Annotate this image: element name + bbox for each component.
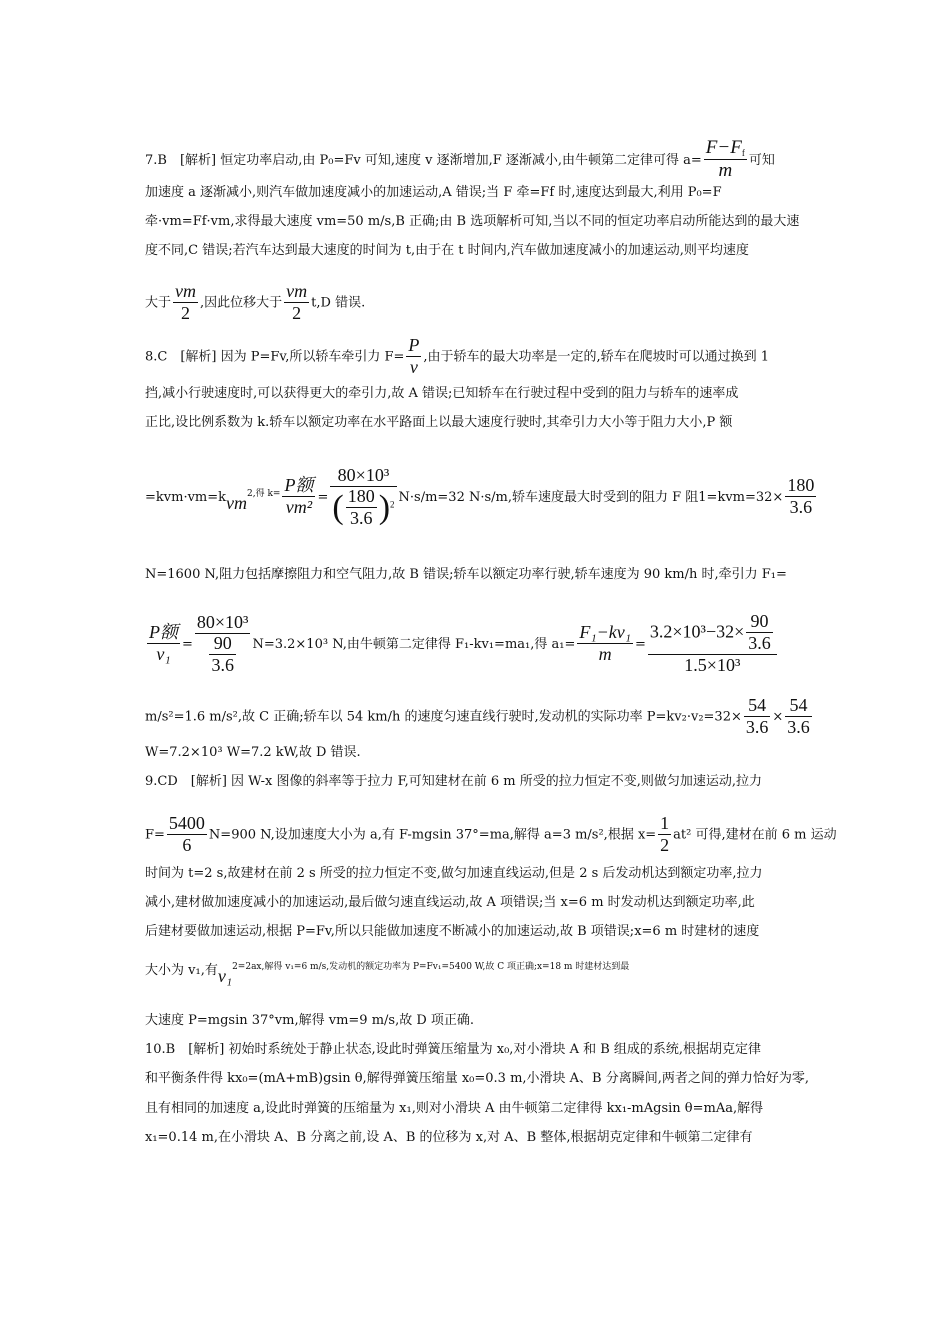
q9-line-1: 9.CD [解析] 因 W-x 图像的斜率等于拉力 F,可知建材在前 6 m 所受的拉力恒定不变,则做匀加速运动,拉力 <box>145 774 762 789</box>
q8-resistance-fraction: $\frac{180}{3.6}$ <box>787 475 815 518</box>
q9-line-7: 大速度 P=mgsin 37°vm,解得 vm=9 m/s,故 D 项正确. <box>145 1013 475 1028</box>
q8-line-7: m/s²=1.6 m/s²,故 C 正确;轿车以 54 km/h 的速度匀速直线行驶时,发动机的实际功率 P=kv₂·v₂=32× $\frac{54}{3.6}$ × $\frac{54}{3.6}$ <box>145 695 810 737</box>
q9-line-2: F= $\frac{5400}{6}$ N=900 N,设加速度大小为 a,有 F-mgsin 37°=ma,解得 a=3 m/s²,根据 x= $\frac{1}{2}$ at² 可得,建材在前 6 m 运动 <box>145 813 837 855</box>
q7-line-2: 加速度 a 逐渐减小,则汽车做加速度减小的加速运动,A 错误;当 F 牵=Ff 时,速度达到最大,利用 P₀=F <box>145 185 722 200</box>
q8-line-4: =kvm·vm=kvm$^{2,得 k=}$ $\frac{\text{P额}}{\text{vm²}}$ = 80×10³ ( $\frac{180}{3.6}$ )$^2$ N·s/m=32 N·s/m,轿车速度最大时受到的阻力 F 阻1=kvm=32× $\frac{180}{3.6}$ <box>145 465 815 528</box>
q7-vm-half-fraction-1: $\frac{vm}{2}$ <box>175 281 197 323</box>
q8-line-8: W=7.2×10³ W=7.2 kW,故 D 错误. <box>145 745 361 760</box>
q8-k-fraction: $\frac{\text{P额}}{\text{vm²}}$ <box>284 475 314 518</box>
q7-acceleration-fraction: $\frac{F-F_f}{m}$ <box>705 137 745 181</box>
q10-line-3: 且有相同的加速度 a,设此时弹簧的压缩量为 x₁,则对小滑块 A 由牛顿第二定律得 kx₁-mAgsin θ=mAa,解得 <box>145 1101 764 1116</box>
q8-v2-fraction-2: $\frac{54}{3.6}$ <box>787 695 810 737</box>
q8-a1-value-fraction: 3.2×10³−32× $\frac{90}{3.6}$ 1.5×10³ <box>648 612 777 677</box>
q9-line-5: 后建材要做加速运动,根据 P=Fv,所以只能做加速度不断减小的加速运动,故 B 项错误;x=6 m 时建材的速度 <box>145 924 760 939</box>
q8-force-fraction: $\frac{P}{v}$ <box>408 335 420 377</box>
q8-a1-fraction: $\frac{\text{F₁−kv₁}}{m}$ <box>579 622 631 665</box>
q9-force-fraction: $\frac{5400}{6}$ <box>168 813 205 855</box>
q9-line-3: 时间为 t=2 s,故建材在前 2 s 所受的拉力恒定不变,做匀加速直线运动,但是 2 s 后发动机达到额定功率,拉力 <box>145 866 763 881</box>
q7-vm-half-fraction-2: $\frac{vm}{2}$ <box>286 281 308 323</box>
q7-line-1: 7.B [解析] 恒定功率启动,由 P₀=Fv 可知,速度 v 逐渐增加,F 逐渐减小,由牛顿第二定律可得 a= $\frac{F-F_f}{m}$ 可知 <box>145 137 775 181</box>
q10-line-4: x₁=0.14 m,在小滑块 A、B 分离之前,设 A、B 的位移为 x,对 A、B 整体,根据胡克定律和牛顿第二定律有 <box>145 1130 753 1145</box>
q9-line-6: 大小为 v₁,有v₁$^{2=2ax,解得 v_1=6 m/s,发动机的额定功率为 P=Fv_1=5400 W,故 C 项正确;x=18 m 时建材达到最}$ <box>145 962 630 986</box>
q9-half-fraction: $\frac{1}{2}$ <box>660 813 670 855</box>
q8-line-6: $\frac{\text{P额}}{\text{v₁}}$ = $\frac{\text{80×10³}}{\frac{90}{3.6}}$ N=3.2×10³ N,由牛顿第二定律得 F₁-kv₁=ma₁,得 a₁= $\frac{\text{F₁−kv₁}}{m}$ = 3.2×10³−32× $\frac{90}{3.6}$ 1.5×10³ <box>145 612 815 677</box>
q8-line-1: 8.C [解析] 因为 P=Fv,所以轿车牵引力 F= $\frac{P}{v}$ ,由于轿车的最大功率是一定的,轿车在爬坡时可以通过换到 1 <box>145 335 770 377</box>
q8-line-3: 正比,设比例系数为 k.轿车以额定功率在水平路面上以最大速度行驶时,其牵引力大小等于阻力大小,P 额 <box>145 415 733 430</box>
q8-f1-fraction: $\frac{\text{P额}}{\text{v₁}}$ <box>149 622 178 665</box>
q7-line-4: 度不同,C 错误;若汽车达到最大速度的时间为 t,由于在 t 时间内,汽车做加速度减小的加速运动,则平均速度 <box>145 243 749 258</box>
q8-v2-fraction-1: $\frac{54}{3.6}$ <box>745 695 769 737</box>
q7-line-3: 牵·vm=Ff·vm,求得最大速度 vm=50 m/s,B 正确;由 B 选项解析可知,当以不同的恒定功率启动所能达到的最大速 <box>145 214 800 229</box>
q8-k-value-fraction: 80×10³ ( $\frac{180}{3.6}$ )$^2$ <box>332 465 395 528</box>
q8-line-2: 挡,减小行驶速度时,可以获得更大的牵引力,故 A 错误;已知轿车在行驶过程中受到的阻力与轿车的速率成 <box>145 386 739 401</box>
q8-line-5: N=1600 N,阻力包括摩擦阻力和空气阻力,故 B 错误;轿车以额定功率行驶,轿车速度为 90 km/h 时,牵引力 F₁= <box>145 567 787 582</box>
q10-line-2: 和平衡条件得 kx₀=(mA+mB)gsin θ,解得弹簧压缩量 x₀=0.3 m,小滑块 A、B 分离瞬间,两者之间的弹力恰好为零, <box>145 1071 809 1086</box>
q10-line-1: 10.B [解析] 初始时系统处于静止状态,设此时弹簧压缩量为 x₀,对小滑块 A 和 B 组成的系统,根据胡克定律 <box>145 1042 762 1057</box>
q9-line-4: 减小,建材做加速度减小的加速运动,最后做匀速直线运动,故 A 项错误;当 x=6 m 时发动机达到额定功率,此 <box>145 895 755 910</box>
q7-line-5: 大于 $\frac{vm}{2}$ ,因此位移大于 $\frac{vm}{2}$ t,D 错误. <box>145 281 366 323</box>
q8-f1-value-fraction: $\frac{\text{80×10³}}{\frac{90}{3.6}}$ <box>196 611 249 675</box>
